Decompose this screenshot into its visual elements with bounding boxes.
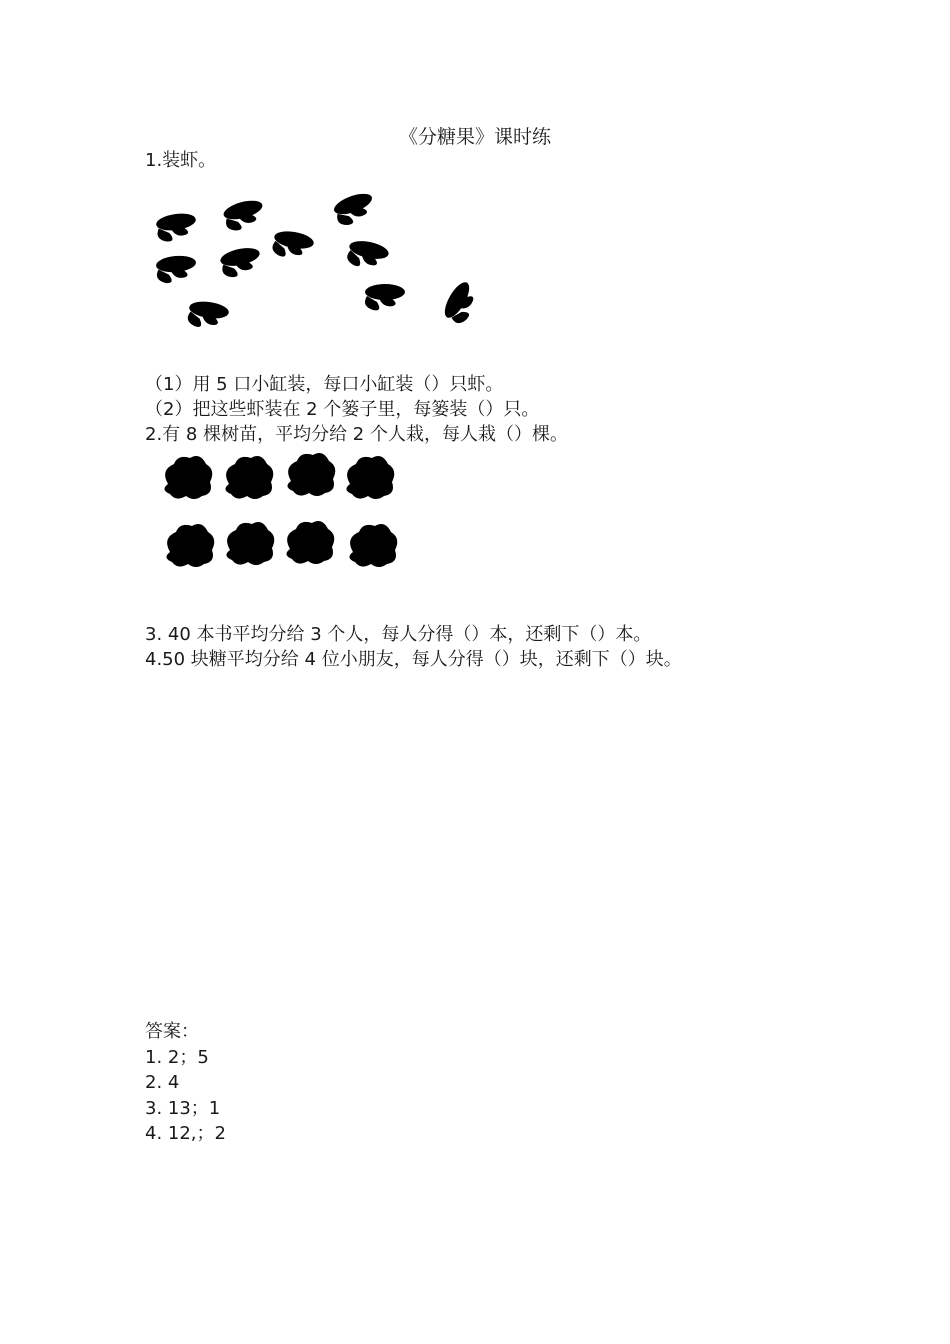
tree-icon <box>346 456 394 520</box>
question-1: 1.装虾。 <box>145 150 217 171</box>
question-1-part-1: （1）用 5 口小缸装，每口小缸装（）只虾。 <box>145 374 504 395</box>
answer-1: 1. 2；5 <box>145 1047 209 1068</box>
tree-icon <box>349 524 397 588</box>
question-3: 3. 40 本书平均分给 3 个人，每人分得（）本，还剩下（）本。 <box>145 624 652 645</box>
question-1-part-2: （2）把这些虾装在 2 个篓子里，每篓装（）只。 <box>145 399 540 420</box>
tree-icon <box>226 522 274 586</box>
page-title: 《分糖果》课时练 <box>398 126 551 148</box>
tree-icon <box>286 521 334 585</box>
answer-4: 4. 12,；2 <box>145 1123 226 1144</box>
tree-icon <box>166 524 214 588</box>
tree-icon <box>225 456 273 520</box>
tree-icon <box>287 453 335 517</box>
answers-heading: 答案： <box>145 1021 199 1042</box>
question-2: 2.有 8 棵树苗，平均分给 2 个人栽，每人栽（）棵。 <box>145 424 568 445</box>
answer-2: 2. 4 <box>145 1072 180 1093</box>
tree-icon <box>164 456 212 520</box>
question-4: 4.50 块糖平均分给 4 位小朋友，每人分得（）块，还剩下（）块。 <box>145 649 682 670</box>
answer-3: 3. 13；1 <box>145 1098 221 1119</box>
